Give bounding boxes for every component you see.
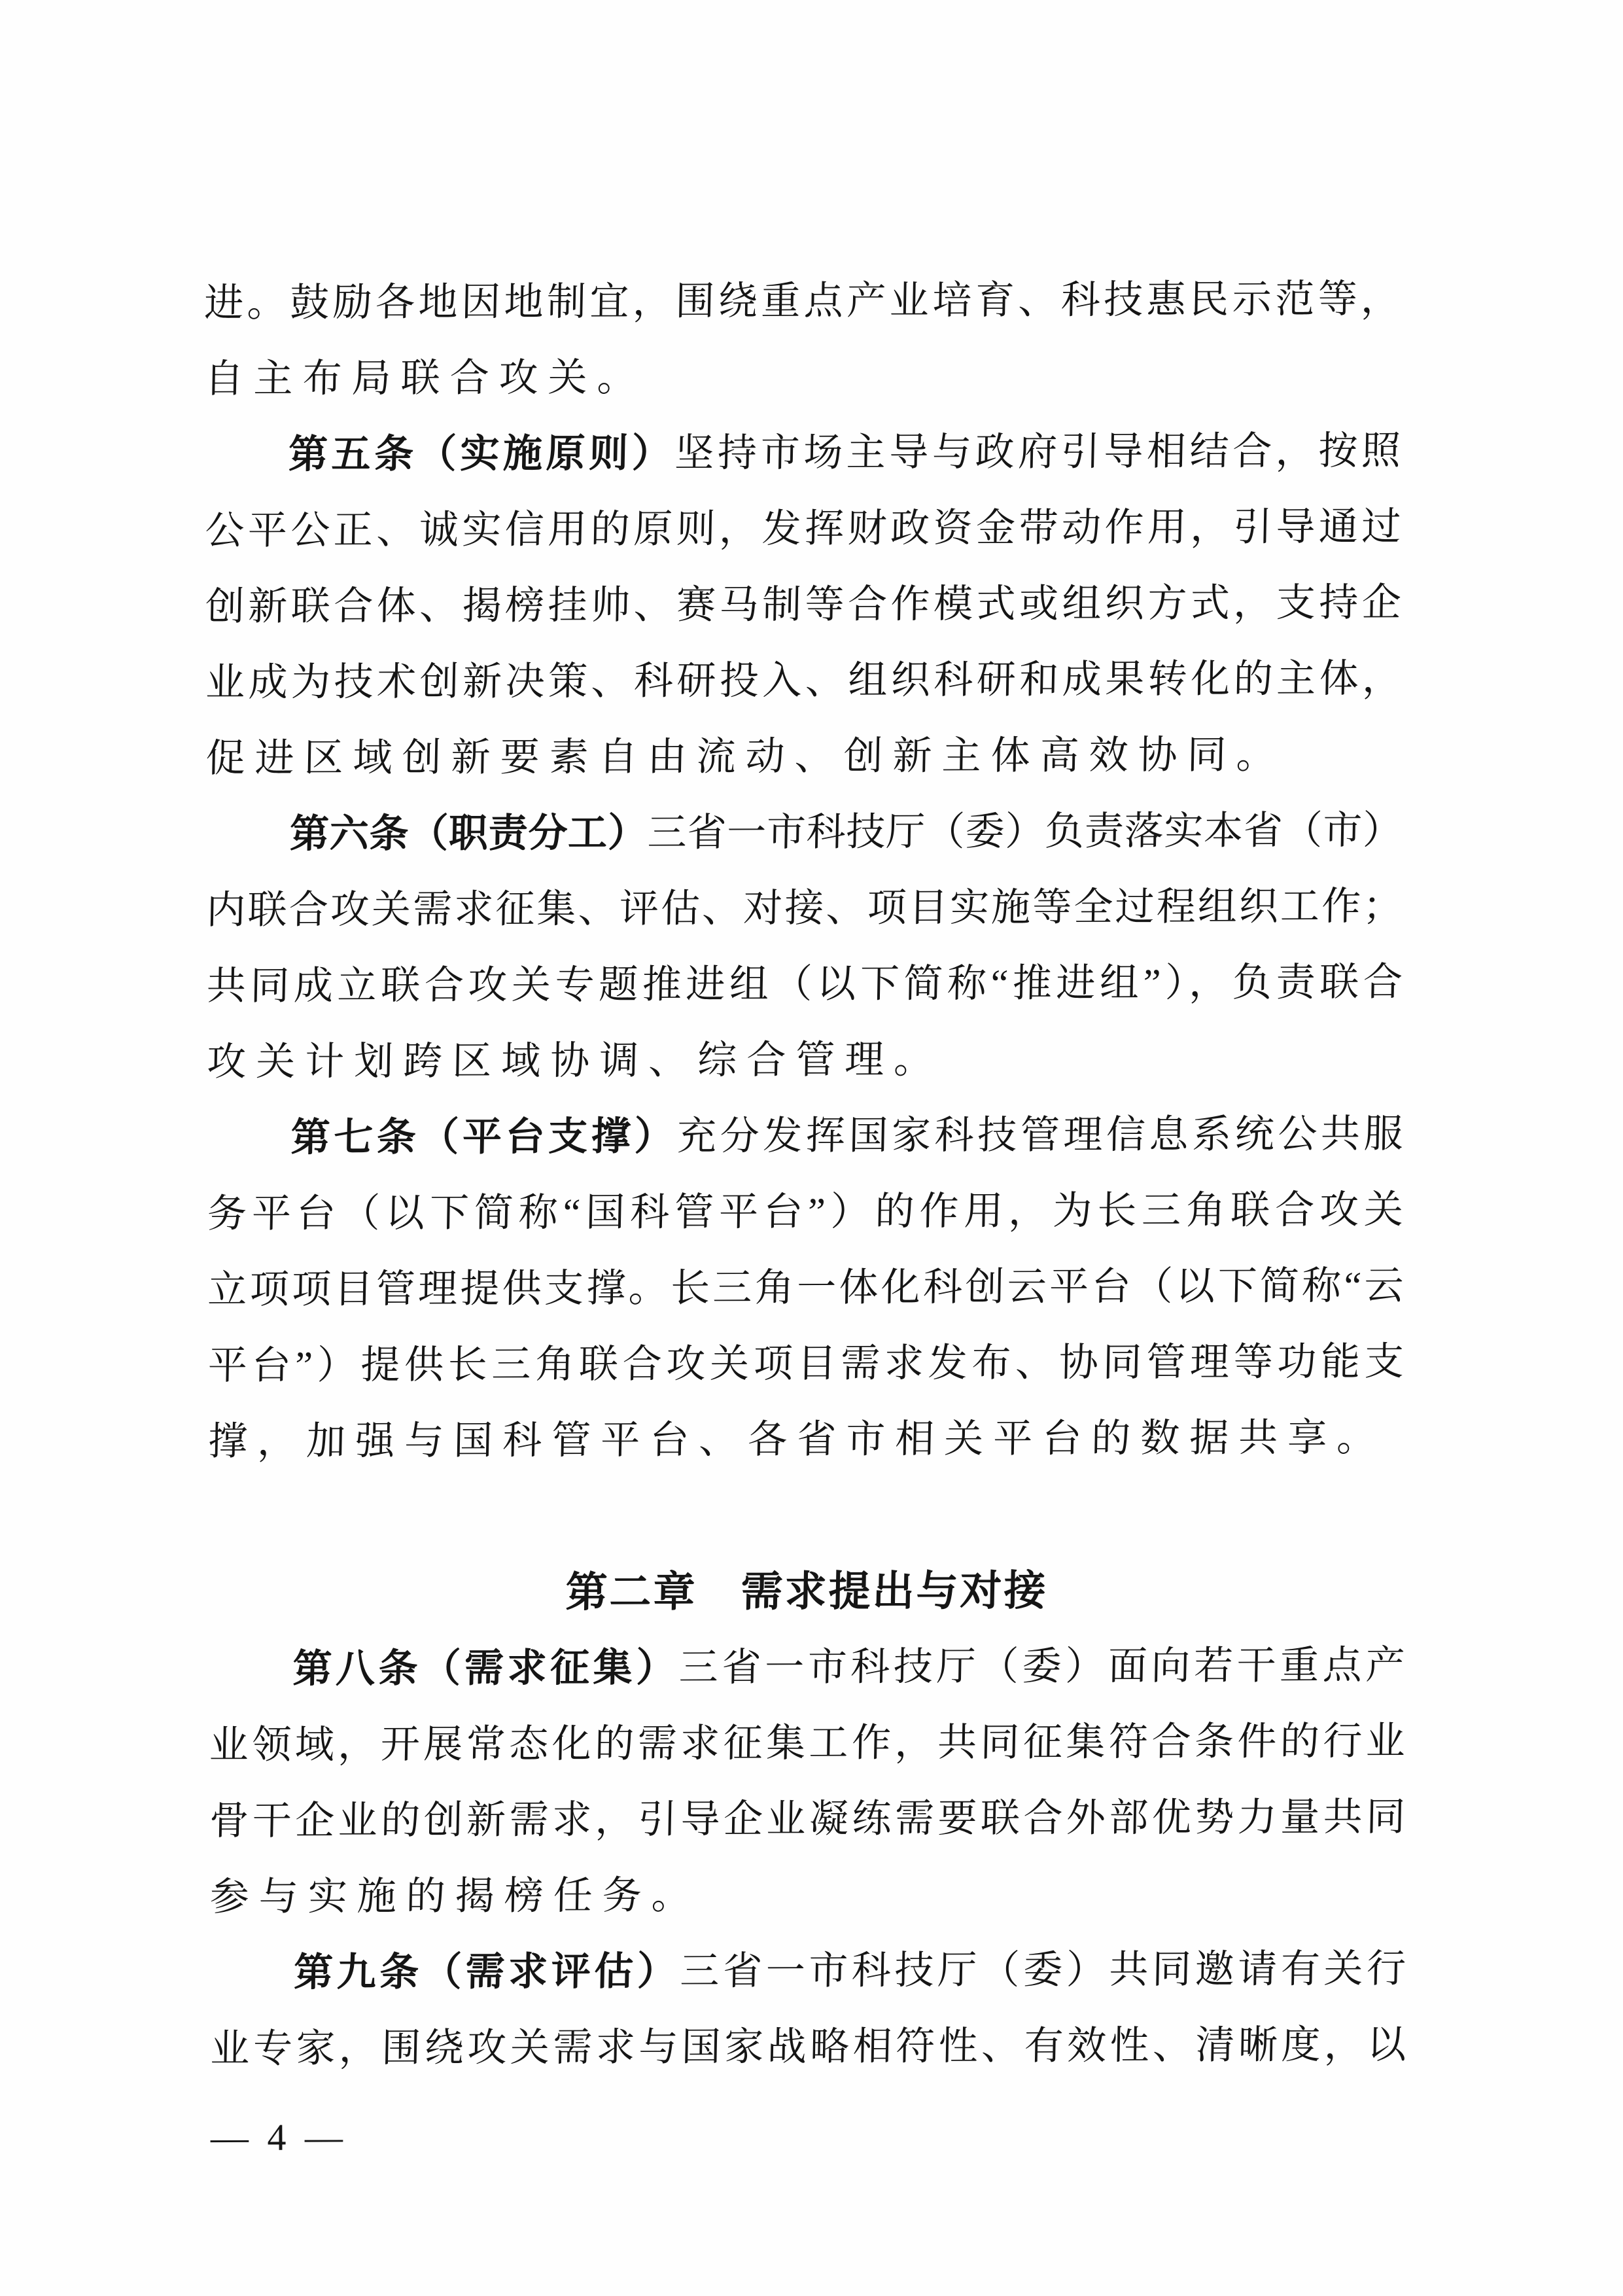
text-line: 第六条（职责分工）三省一市科技厅（委）负责落实本省（市）: [289, 808, 1403, 856]
chapter-heading: 第二章 需求提出与对接: [565, 1566, 1049, 1616]
text-line: 撑，加强与国科管平台、各省市相关平台的数据共享。: [207, 1415, 1386, 1464]
text-line: 内联合攻关需求征集、评估、对接、项目实施等全过程组织工作；: [205, 884, 1403, 932]
article-number: 第九条（需求评估）: [293, 1949, 681, 1994]
text-line: 平台”）提供长三角联合攻关项目需求发布、协同管理等功能支: [207, 1339, 1405, 1388]
text-block: [204, 261, 1406, 2164]
text-line: 骨干企业的创新需求，引导企业凝练需要联合外部优势力量共同: [209, 1795, 1406, 1843]
article-number: 第六条（职责分工）: [289, 811, 648, 856]
text-line: 攻关计划跨区域协调、综合管理。: [206, 1038, 943, 1084]
text-line: 共同成立联合攻关专题推进组（以下简称“推进组”），负责联合: [206, 960, 1403, 1008]
text-line: 创新联合体、揭榜挂帅、赛马制等合作模式或组织方式，支持企: [205, 580, 1402, 629]
article-number: 第七条（平台支撑）: [290, 1114, 678, 1159]
text-line: 第九条（需求评估）三省一市科技厅（委）共同邀请有关行: [293, 1947, 1406, 1994]
text-line: 第七条（平台支撑）充分发挥国家科技管理信息系统公共服: [290, 1112, 1404, 1159]
article-number: 第五条（实施原则）: [288, 431, 676, 476]
page-number: — 4 —: [210, 2115, 348, 2159]
text-line: 促进区域创新要素自由流动、创新主体高效协同。: [205, 733, 1286, 781]
text-line: 务平台（以下简称“国科管平台”）的作用，为长三角联合攻关: [207, 1188, 1404, 1236]
text-line: 参与实施的揭榜任务。: [209, 1873, 701, 1919]
text-line: 第八条（需求征集）三省一市科技厅（委）面向若干重点产: [292, 1643, 1406, 1691]
text-line: 第五条（实施原则）坚持市场主导与政府引导相结合，按照: [288, 429, 1401, 476]
text-line: 进。鼓励各地因地制宜，围绕重点产业培育、科技惠民示范等，: [203, 277, 1401, 325]
blank-line: [208, 1475, 1404, 1555]
text-line: 立项项目管理提供支撑。长三角一体化科创云平台（以下简称“云: [207, 1263, 1405, 1312]
text-line: 自主布局联合攻关。: [203, 355, 647, 401]
text-line: 业成为技术创新决策、科研投入、组织科研和成果转化的主体，: [205, 656, 1402, 705]
text-line: 业专家，围绕攻关需求与国家战略相符性、有效性、清晰度，以: [209, 2022, 1407, 2071]
article-number: 第八条（需求征集）: [292, 1646, 680, 1691]
text-line: 业领域，开展常态化的需求征集工作，共同征集符合条件的行业: [209, 1719, 1406, 1767]
text-line: 公平公正、诚实信用的原则，发挥财政资金带动作用，引导通过: [204, 504, 1402, 553]
